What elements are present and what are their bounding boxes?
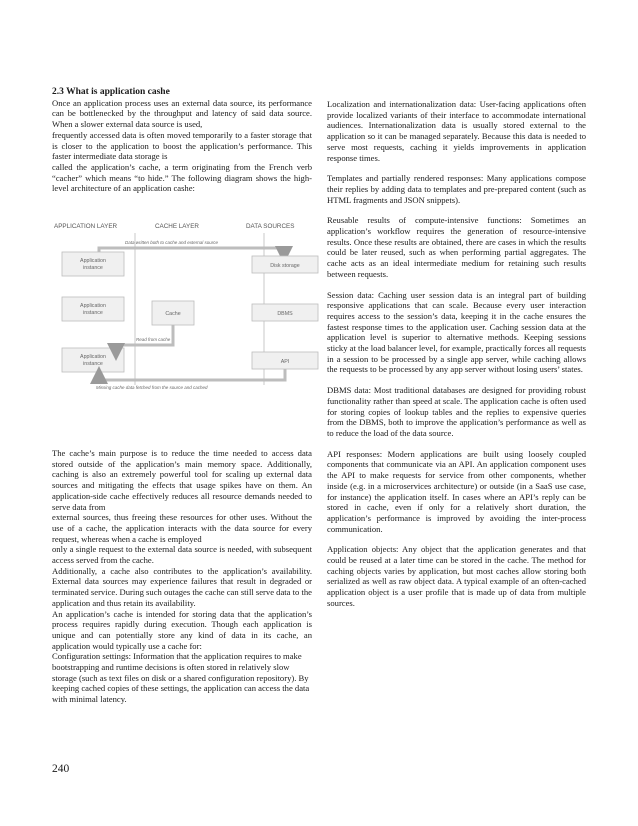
right-para-application-objects: Application objects: Any object that the application generates and that could be reused at a later time can be stored in the cache. The method for caching objects varies by application, but most caches allow storing both serialized as well as raw object data. A typical example of an often-cached application object is a user profile that is made up of data from multiple sources. <box>327 544 586 608</box>
api-label: API <box>280 359 290 365</box>
disk-storage-box <box>252 256 318 273</box>
app-instance-2-line1: Application <box>80 303 106 309</box>
right-para-session-data: Session data: Caching user session data is an integral part of building responsive applications that can scale. Because every user interaction requires access to the session’s data, keeping it in the cache ensures the fastest response times to the application user. Caching session data at the application level is superior to alternative methods. Keeping sessions sticky at the load balancer level, for example, practically forces all requests in a session to be processed by a single app server, while caching allows the requests to be processed by any app server without losing users’ states. <box>327 289 586 375</box>
app-instance-3-line2: instance <box>83 361 103 367</box>
right-para-reusable-results: Reusable results of compute-intensive functions: Sometimes an application’s workflow requires the generation of resource-intensive results. Once these results are obtained, there are cases in which the results could be later reused, such as when performing partial aggregates. The cache acts as an ideal intermediate medium for retaining such results between requests. <box>327 215 586 279</box>
app-instance-1-line2: instance <box>83 265 103 271</box>
disk-storage-label: Disk storage <box>270 263 300 269</box>
header-data-sources: DATA SOURCES <box>246 223 295 230</box>
app-instance-2-line2: instance <box>83 310 103 316</box>
left-column <box>52 87 312 194</box>
header-app-layer: APPLICATION LAYER <box>54 223 118 230</box>
left-body-para-5: An application’s cache is intended for storing data that the application’s process requires rapidly during execution. Though each application is unique and can potentially store any kind of data in its cache, an application would typically use a cache for: <box>52 608 312 651</box>
page-number: 240 <box>52 763 70 775</box>
right-para-templates: Templates and partially rendered responses: Many applications compose their replies by adding data to templates and pre-prepared content (such as HTML fragments and JSON snippets). <box>327 173 586 205</box>
right-para-api-responses: API responses: Modern applications are built using loosely coupled components that communicate via an API. An application component uses the API to make requests for service from other components, whether inside (e.g. in a microservices architecture) or outside (in a SaaS use case, for instance) the application itself. In cases where an API’s reply can be stored in cache, even if only for a relatively short duration, the application’s performance is improved by avoiding the inter-process communication. <box>327 448 586 534</box>
app-instance-2 <box>62 297 124 321</box>
cache-architecture-diagram <box>52 215 324 395</box>
app-instance-1 <box>62 252 124 276</box>
left-intro-para-2: frequently accessed data is often moved temporarily to a faster storage that is closer to the application to boost the application’s performance. This faster intermediate data storage is <box>52 129 312 162</box>
left-column-body <box>52 448 312 705</box>
section-title: 2.3 What is application cashe <box>52 87 170 97</box>
label-missing: Missing cache data fetched from the source and cached <box>96 385 208 390</box>
label-read: Read from cache <box>136 337 171 342</box>
left-body-para-1: The cache’s main purpose is to reduce the time needed to access data stored outside of the application’s main memory space. Additionally, caching is also an extremely powerful tool for scaling up external data sources and mitigating the effects that usage spikes have on them. An application-side cache effectively reduces all resource demands needed to serve data from <box>52 448 312 512</box>
left-body-para-4: Additionally, a cache also contributes to the application’s availability. External data sources may experience failures that result in degraded or terminated service. During such outages the cache can still serve data to the application and thus retain its availability. <box>52 565 312 608</box>
app-instance-1-line1: Application <box>80 258 106 264</box>
right-para-localization: Localization and internationalization data: User-facing applications often provide localized variants of their interface to accommodate international audiences. Internationalization data is usually stored external to the application so it can be managed separately. Because this data is needed to serve most requests, caching it yields improvements in application response times. <box>327 99 586 163</box>
left-intro-para-1: Once an application process uses an external data source, its performance can be bottlenecked by the throughput and latency of said data source. When a slower external data source is used, <box>52 97 312 130</box>
api-box <box>252 352 318 369</box>
cache-label: Cache <box>165 311 181 317</box>
dbms-box <box>252 304 318 321</box>
cache-box <box>152 301 194 325</box>
app-instance-3-line1: Application <box>80 354 106 360</box>
header-cache-layer: CACHE LAYER <box>155 223 199 230</box>
right-para-dbms-data: DBMS data: Most traditional databases are designed for providing robust functionality rather than speed at scale. The application cache is often used for storing copies of lookup tables and the replies to expensive queries from the DBMS, both to improve the application’s performance as well as to reduce the load of the data source. <box>327 385 586 438</box>
right-column <box>327 99 586 609</box>
left-body-para-6: Configuration settings: Information that the application requires to make bootstrapping and runtime decisions is often stored in relatively slow storage (such as text files on disk or a shared configuration repository). By keeping cached copies of these settings, the application can access the data with minimal latency. <box>52 651 310 705</box>
left-body-para-2: external sources, thus freeing these resources for other uses. Without the use of a cache, the application interacts with the data source for every request, whereas when a cache is employed <box>52 512 312 544</box>
label-write: Data written both to cache and external source <box>125 240 219 245</box>
left-body-para-3: only a single request to the external data source is needed, with subsequent access served from the cache. <box>52 544 312 566</box>
left-intro-para-3: called the application’s cache, a term originating from the French verb “cacher” which means “to hide.” The following diagram shows the high-level architecture of an application cashe: <box>52 161 312 194</box>
dbms-label: DBMS <box>277 311 293 317</box>
arrow-missing <box>99 369 285 380</box>
